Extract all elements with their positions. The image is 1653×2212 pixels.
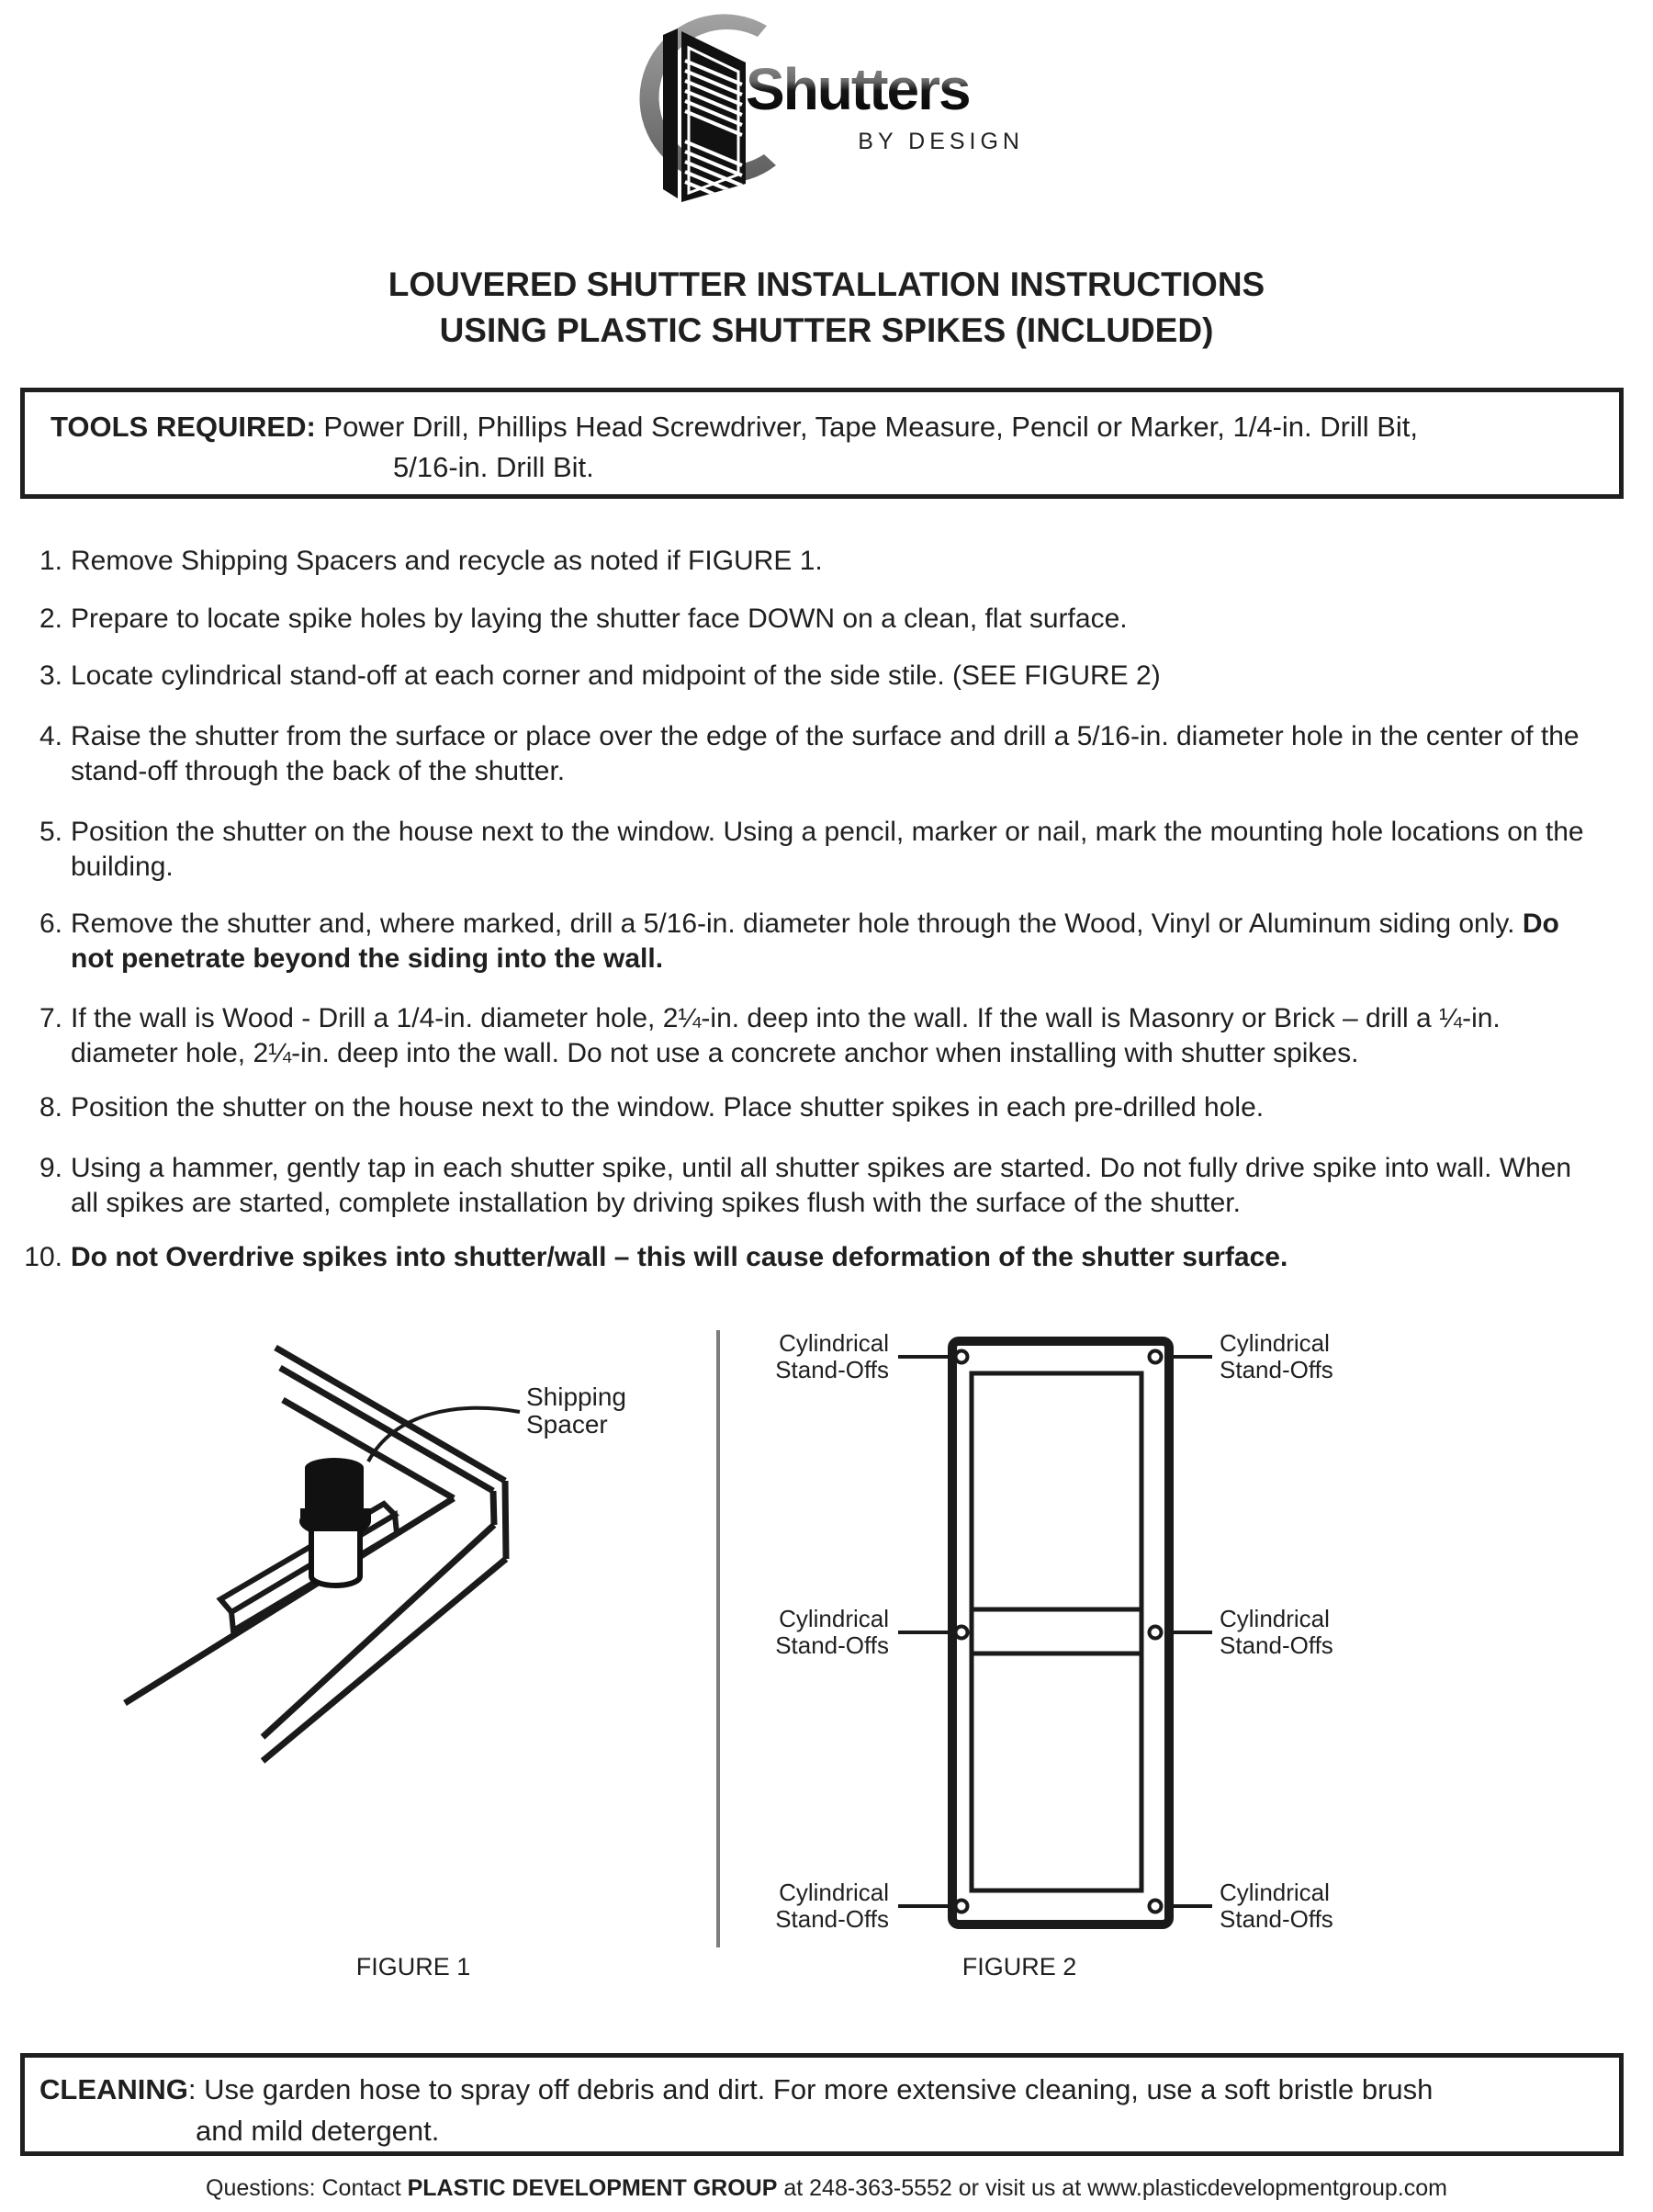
item-number: 10.: [24, 1242, 62, 1272]
item-text: Remove Shipping Spacers and recycle as noted if FIGURE 1.: [71, 546, 823, 576]
item-text: Prepare to locate spike holes by laying the shutter face DOWN on a clean, flat surface.: [71, 604, 1128, 634]
tools-required-line2: 5/16-in. Drill Bit.: [393, 451, 594, 483]
item-number: 8.: [39, 1092, 62, 1123]
item-bold-text: Do not Overdrive spikes into shutter/wall – this will cause deformation of the shutter surface.: [71, 1242, 1288, 1272]
item-number: 2.: [39, 604, 62, 634]
item-text: Position the shutter on the house next to the window. Place shutter spikes in each pre-drilled hole.: [71, 1092, 1265, 1123]
instruction-item: [0, 1090, 1598, 1125]
tools-required-label: TOOLS REQUIRED:: [51, 411, 316, 443]
cleaning-box: [20, 2053, 1624, 2156]
item-text: Using a hammer, gently tap in each shutter spike, until all shutter spikes are started. Do not fully drive spike into wall. When all spikes are started, complete installation by driving spikes flush with the surface of the shutter.: [71, 1153, 1572, 1218]
page-title-line-2: USING PLASTIC SHUTTER SPIKES (INCLUDED): [439, 311, 1214, 349]
instruction-item: [0, 1151, 1598, 1221]
figure2-diagram: [882, 1327, 1249, 1943]
item-number: 3.: [39, 660, 62, 691]
footer-brand: PLASTIC DEVELOPMENT GROUP: [407, 2175, 778, 2201]
instruction-list: [0, 544, 1598, 1275]
standoff-label-bottom-right: Cylindrical Stand-Offs: [1220, 1879, 1333, 1933]
item-number: 9.: [39, 1153, 62, 1183]
item-text: Remove the shutter and, where marked, drill a 5/16-in. diameter hole through the Wood, Vinyl or Aluminum siding only.: [71, 908, 1523, 939]
tools-required-text: Power Drill, Phillips Head Screwdriver, Tape Measure, Pencil or Marker, 1/4-in. Drill Bit,: [323, 411, 1419, 443]
item-number: 4.: [39, 721, 62, 751]
brand-tagline: BY DESIGN: [858, 129, 1024, 154]
standoff-label-mid-left: Cylindrical Stand-Offs: [775, 1605, 889, 1659]
cleaning-line1: [39, 2073, 1433, 2106]
cleaning-text: : Use garden hose to spray off debris and dirt. For more extensive cleaning, use a soft bristle brush: [187, 2073, 1434, 2105]
item-bold-text: Do not penetrate beyond the siding into the wall.: [71, 908, 1559, 974]
figure2-caption: FIGURE 2: [961, 1953, 1077, 1981]
item-number: 1.: [39, 546, 62, 576]
instruction-item: [0, 815, 1598, 885]
footer-contact: [0, 2175, 1653, 2202]
instruction-item: [0, 659, 1598, 694]
footer-prefix: Questions: Contact: [206, 2175, 408, 2201]
shipping-spacer-graphic: [299, 1458, 371, 1586]
brand-wordmark: Shutters: [746, 56, 970, 122]
tools-required-box: [20, 388, 1624, 499]
shipping-spacer-label: Shipping Spacer: [526, 1382, 626, 1439]
instruction-item: [0, 544, 1598, 579]
tools-required-line1: [51, 411, 1418, 444]
cleaning-label: CLEANING: [39, 2073, 188, 2105]
footer-suffix: at 248-363-5552 or visit us at www.plasticdevelopmentgroup.com: [777, 2175, 1447, 2201]
instruction-item: [0, 907, 1598, 976]
item-number: 7.: [39, 1003, 62, 1033]
instruction-item: [0, 1240, 1598, 1275]
standoff-label-top-left: Cylindrical Stand-Offs: [775, 1329, 889, 1383]
instruction-item: [0, 719, 1598, 789]
item-number: 6.: [39, 908, 62, 939]
figure1-caption: FIGURE 1: [355, 1953, 471, 1981]
cleaning-line2: and mild detergent.: [196, 2115, 440, 2147]
item-number: 5.: [39, 817, 62, 847]
item-text: Position the shutter on the house next to the window. Using a pencil, marker or nail, mark the mounting hole locations on the building.: [71, 817, 1584, 882]
instruction-item: [0, 602, 1598, 637]
instruction-item: [0, 1001, 1598, 1071]
page-title-line-1: LOUVERED SHUTTER INSTALLATION INSTRUCTIONS: [388, 265, 1265, 303]
item-text: Raise the shutter from the surface or place over the edge of the surface and drill a 5/16-in. diameter hole in the center of the stand-off through the back of the shutter.: [71, 721, 1580, 786]
standoff-label-mid-right: Cylindrical Stand-Offs: [1220, 1605, 1333, 1659]
item-text: If the wall is Wood - Drill a 1/4-in. diameter hole, 2¼-in. deep into the wall. If the wall is Masonry or Brick – drill a ¼-in. diameter hole, 2¼-in. deep into the wall. Do not use a concrete anchor when installing with shutter spikes.: [71, 1003, 1501, 1068]
standoff-label-bottom-left: Cylindrical Stand-Offs: [775, 1879, 889, 1933]
item-text: Locate cylindrical stand-off at each corner and midpoint of the side stile. (SEE FIGURE 2): [71, 660, 1161, 691]
standoff-label-top-right: Cylindrical Stand-Offs: [1220, 1329, 1333, 1383]
